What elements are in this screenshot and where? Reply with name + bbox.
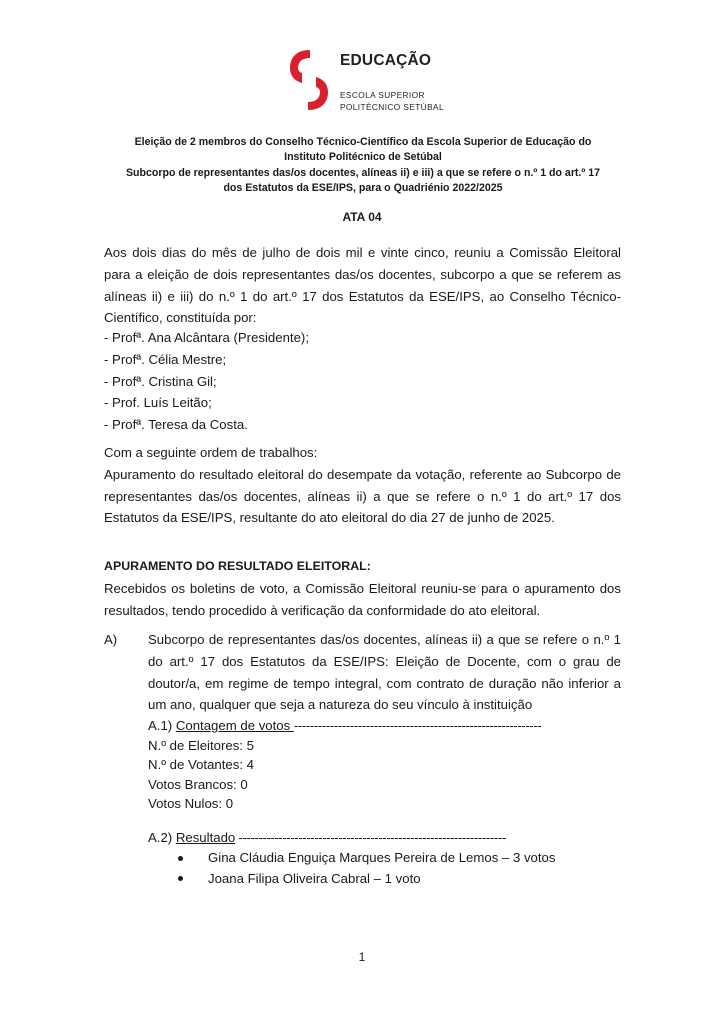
section-text: Recebidos os boletins de voto, a Comissão Eleitoral reuniu-se para o apuramento dos resultados, tendo procedido à verificação da conformidade do ato eleitoral. — [104, 581, 621, 618]
member-item: - Prof. Luís Leitão; — [104, 395, 212, 411]
vote-count-line: Votos Nulos: 0 — [148, 796, 234, 811]
vote-count-dashes: -------------------------------------------------------------- — [293, 718, 542, 733]
logo-mark-icon — [286, 46, 332, 114]
result-heading — [148, 828, 506, 848]
header-line: Instituto Politécnico de Setúbal — [284, 151, 442, 164]
header-line: Eleição de 2 membros do Conselho Técnico-Científico da Escola Superior de Educação do — [134, 136, 592, 148]
vote-count-line: N.º de Eleitores: 5 — [148, 737, 254, 753]
vote-count-heading — [148, 716, 541, 736]
document-header — [98, 135, 628, 196]
intro-paragraph — [104, 242, 621, 329]
agenda-paragraph — [104, 442, 621, 529]
agenda-text: Apuramento do resultado eleitoral do desempate da votação, referente ao Subcorpo de representantes das/os docentes, alíneas ii) a que se refere o n.º 1 do art.º 17 dos Estatutos da ESE/IPS, resultante do ato eleitoral do dia 27 de junho de 2025. — [104, 466, 621, 526]
logo-subtitle-2: POLITÉCNICO SETÚBAL — [340, 102, 444, 112]
header-line: dos Estatutos da ESE/IPS, para o Quadriénio 2022/2025 — [223, 181, 503, 194]
result-list — [178, 848, 555, 889]
result-title: Resultado — [175, 830, 236, 845]
bullet-icon — [178, 856, 183, 861]
institution-logo — [286, 46, 446, 114]
item-a-text: Subcorpo de representantes das/os docentes, alíneas ii) a que se refere o n.º 1 do art.º 17 dos Estatutos da ESE/IPS: Eleição de Docente, com o grau de doutor/a, em regime de tempo integral, com contrato de duração não inferior a um ano, qualquer que seja a natureza do seu vínculo à instituição — [148, 632, 621, 713]
member-item: - Profª. Célia Mestre; — [104, 351, 227, 367]
result-dashes: ------------------------------------------------------------------- — [235, 830, 506, 845]
result-text: Joana Filipa Oliveira Cabral – 1 voto — [208, 870, 421, 886]
vote-count-line: Votos Brancos: 0 — [148, 776, 248, 792]
result-item — [178, 869, 555, 890]
vote-count-prefix: A.1) — [148, 718, 176, 733]
bullet-icon — [178, 876, 183, 881]
section-paragraph — [104, 578, 621, 622]
header-line: Subcorpo de representantes das/os docentes, alíneas ii) e iii) a que se refere o n.º 1 do art.º 17 — [125, 166, 601, 179]
section-title: APURAMENTO DO RESULTADO ELEITORAL: — [104, 559, 371, 573]
result-item — [178, 848, 555, 869]
result-prefix: A.2) — [148, 830, 176, 845]
logo-subtitle-1: ESCOLA SUPERIOR — [340, 90, 425, 100]
vote-count-block — [148, 716, 541, 814]
page-number: 1 — [358, 950, 366, 964]
commission-members-list — [104, 327, 309, 436]
vote-count-title: Contagem de votos — [175, 718, 294, 733]
member-item: - Profª. Ana Alcântara (Presidente); — [104, 330, 309, 345]
member-item: - Profª. Teresa da Costa. — [104, 417, 248, 433]
agenda-label: Com a seguinte ordem de trabalhos: — [104, 445, 318, 460]
document-title: ATA 04 — [342, 210, 382, 224]
intro-text: Aos dois dias do mês de julho de dois mil e vinte cinco, reuniu a Comissão Eleitoral para a eleição de dois representantes das/os docentes, subcorpo a que se referem as alíneas ii) e iii) do n.º 1 do art.º 17 dos Estatutos da ESE/IPS, ao Conselho Técnico-Científico, constituída por: — [104, 245, 621, 326]
member-item: - Profª. Cristina Gil; — [104, 373, 217, 389]
item-a-label: A) — [104, 632, 118, 647]
logo-wordmark: EDUCAÇÃO — [340, 52, 432, 69]
result-text: Gina Cláudia Enguiça Marques Pereira de Lemos – 3 votos — [208, 850, 556, 865]
vote-count-line: N.º de Votantes: 4 — [148, 757, 254, 772]
